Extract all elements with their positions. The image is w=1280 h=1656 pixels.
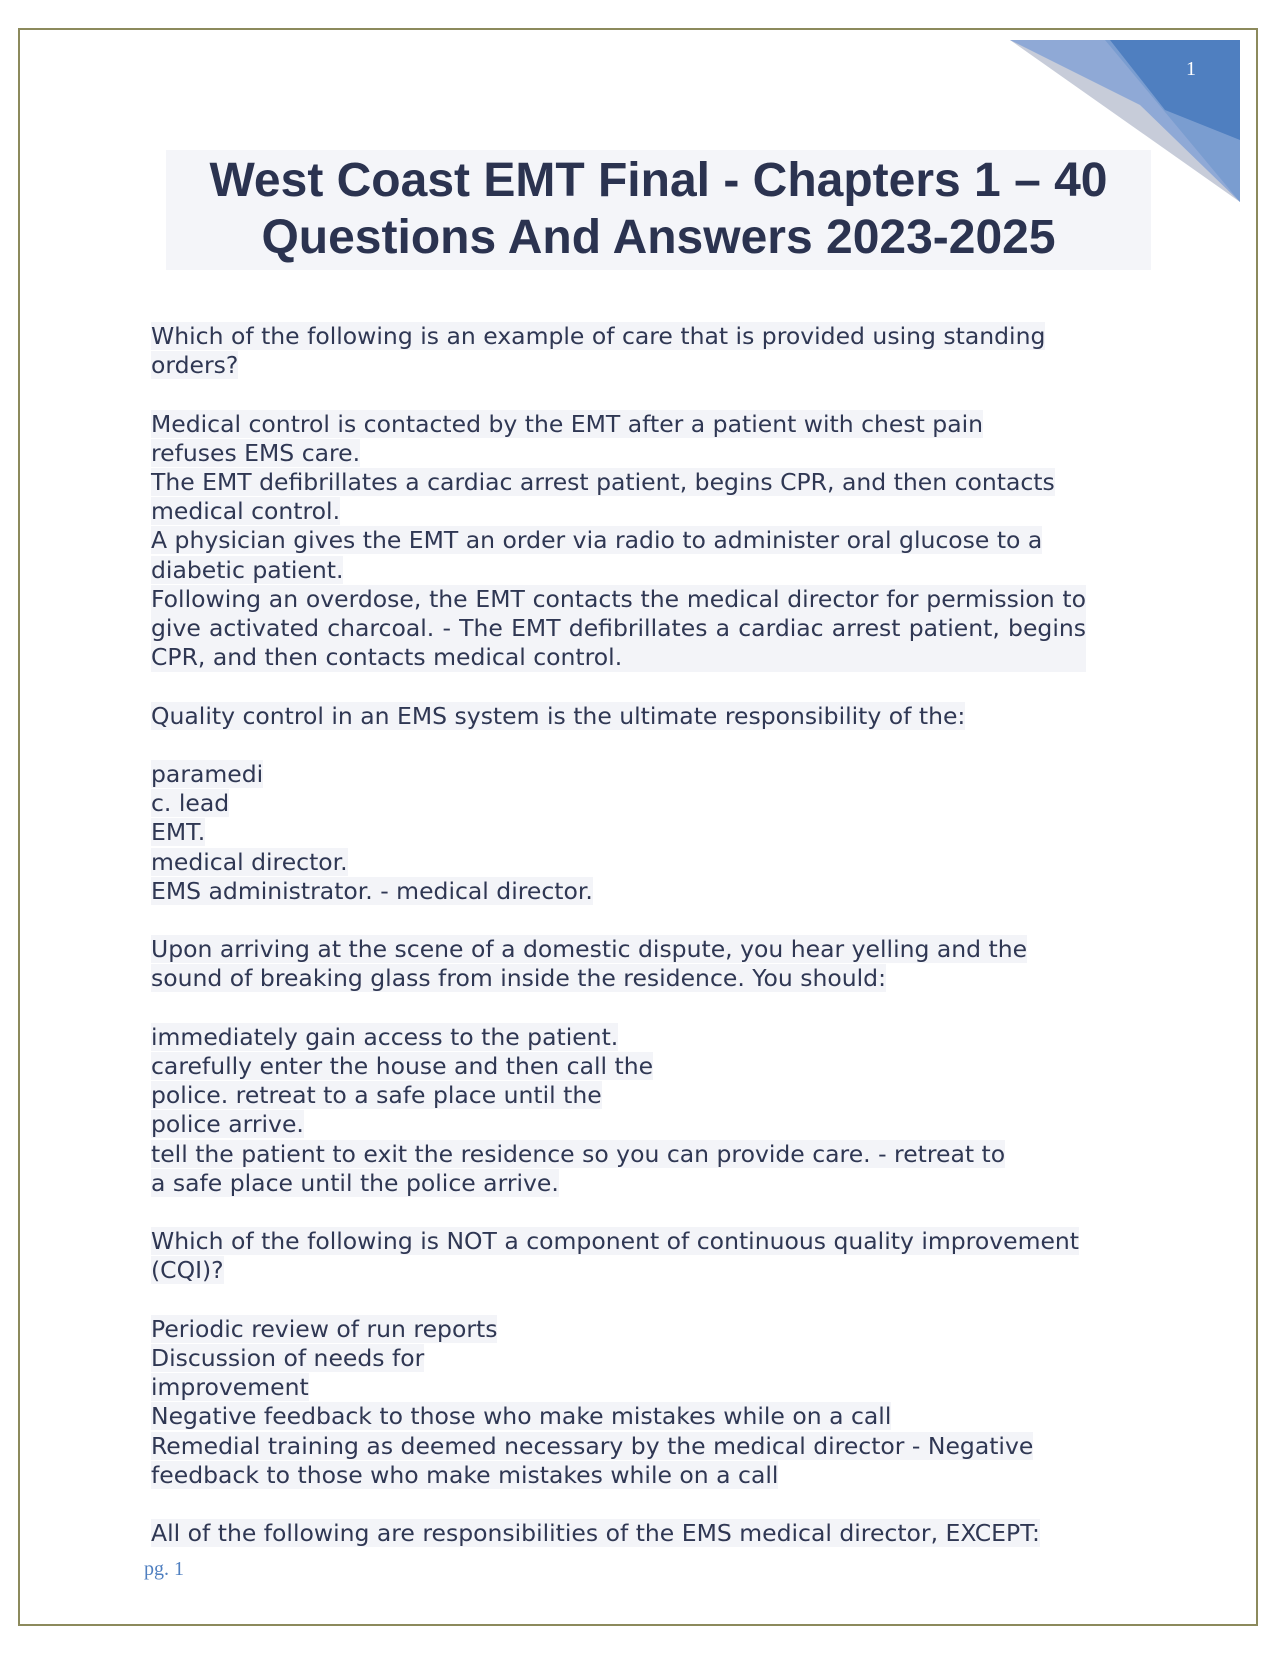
page-title: [166, 150, 1151, 270]
document-body: [151, 322, 1146, 1578]
title-line-2: Questions And Answers 2023-2025: [261, 211, 1056, 264]
option-line: EMT.: [151, 818, 206, 847]
question-text: All of the following are responsibilities of the EMS medical director, EXCEPT:: [151, 1519, 1040, 1548]
option-line: improvement: [151, 1373, 309, 1402]
option-line: Negative feedback to those who make mistakes while on a call: [151, 1402, 892, 1431]
option-with-answer: tell the patient to exit the residence so you can provide care. - retreat to: [151, 1139, 1006, 1168]
question-text: sound of breaking glass from inside the residence. You should:: [151, 964, 887, 993]
option-line: refuses EMS care.: [151, 438, 361, 467]
option-line: police. retreat to a safe place until the: [151, 1081, 602, 1110]
option-with-answer: feedback to those who make mistakes while on a call: [151, 1460, 779, 1489]
option-with-answer: Following an overdose, the EMT contacts the medical director for permission to give activated charcoal. - The EMT defibrillates a cardiac arrest patient, begins CPR, and then contacts medical control.: [151, 584, 1086, 672]
page-number: 1: [1186, 58, 1196, 80]
page-footer-number: pg. 1: [144, 1558, 184, 1580]
question-4: [151, 1227, 1146, 1285]
answer-options-3: [151, 1023, 1146, 1198]
question-5: [151, 1519, 1146, 1548]
question-text: Upon arriving at the scene of a domestic dispute, you hear yelling and the: [151, 935, 1028, 964]
option-line: Periodic review of run reports: [151, 1314, 498, 1343]
answer-options-2: [151, 760, 1146, 906]
option-line: Medical control is contacted by the EMT after a patient with chest pain: [151, 409, 984, 438]
option-line: c. lead: [151, 789, 230, 818]
option-line: diabetic patient.: [151, 555, 344, 584]
option-with-answer: Remedial training as deemed necessary by the medical director - Negative: [151, 1431, 1034, 1460]
answer-options-4: [151, 1315, 1146, 1490]
option-line: police arrive.: [151, 1110, 304, 1139]
option-line: carefully enter the house and then call the: [151, 1052, 654, 1080]
question-text: orders?: [151, 351, 239, 380]
option-with-answer: a safe place until the police arrive.: [151, 1168, 559, 1197]
option-line: medical director.: [151, 847, 348, 876]
option-line: immediately gain access to the patient.: [151, 1022, 619, 1051]
question-text: Quality control in an EMS system is the ultimate responsibility of the:: [151, 701, 966, 730]
option-line: medical control.: [151, 497, 341, 526]
answer-options-1: [151, 410, 1146, 673]
option-line: The EMT defibrillates a cardiac arrest patient, begins CPR, and then contacts: [151, 468, 1055, 496]
option-line: Discussion of needs for: [151, 1344, 425, 1372]
question-3: [151, 935, 1146, 993]
question-2: [151, 702, 1146, 731]
option-line: paramedi: [151, 760, 264, 788]
question-1: [151, 322, 1146, 380]
option-line: A physician gives the EMT an order via radio to administer oral glucose to a: [151, 526, 1043, 555]
question-text: Which of the following is NOT a component of continuous quality improvement: [151, 1227, 1080, 1256]
title-line-1: West Coast EMT Final - Chapters 1 – 40: [209, 154, 1108, 207]
question-text: Which of the following is an example of care that is provided using standing: [151, 322, 1046, 350]
option-with-answer: EMS administrator. - medical director.: [151, 876, 593, 905]
question-text: (CQI)?: [151, 1256, 224, 1285]
